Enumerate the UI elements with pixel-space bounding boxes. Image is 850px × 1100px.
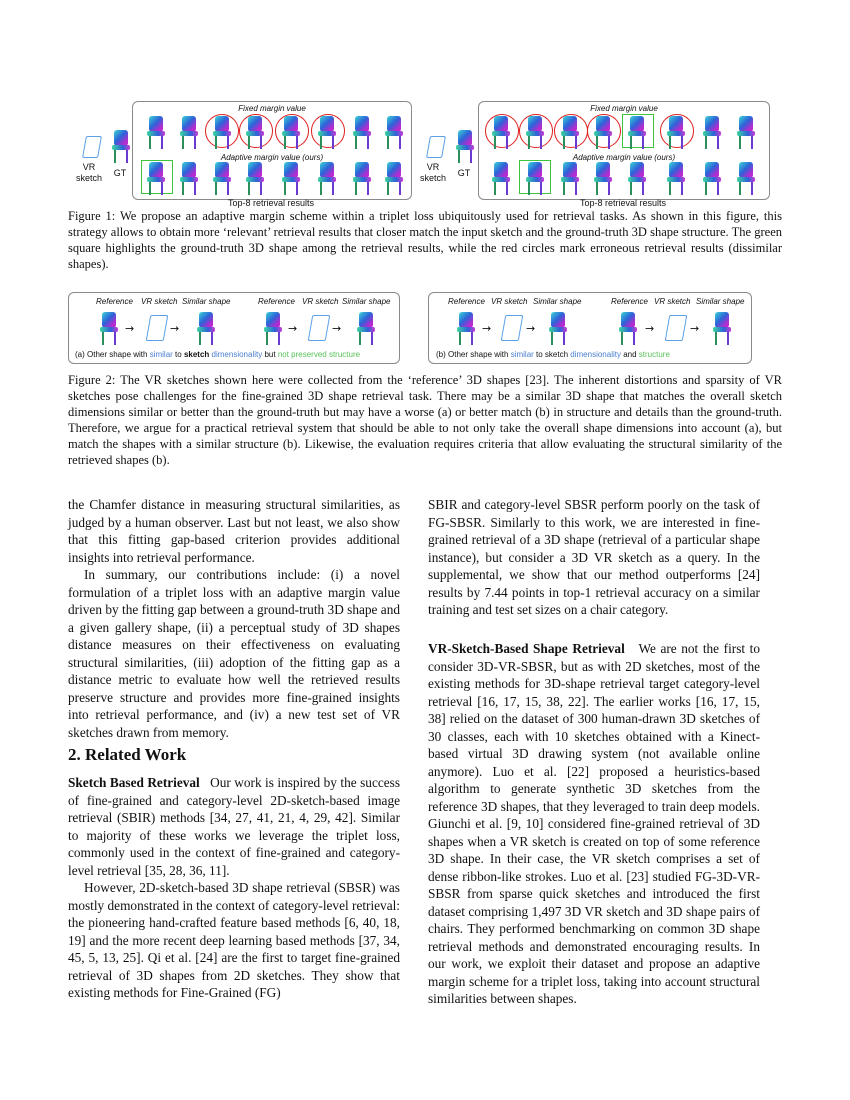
retrieved-chair [592, 162, 614, 196]
vr-label-line1: VR [82, 162, 96, 172]
left-paragraph-2: In summary, our contributions include: (i) a novel formulation of a triplet loss with an adaptive margin value driven by the fitting gap between a ground-truth 3D shape and a given gallery shape, (ii) a perceptual study of 3D shapes distance measures on their effectiveness on evaluating structural similarities, (iii) adoption of the fitting gap as a distance metric to evaluate how well the retrieved results preserve structure and provides more fine-grained insights into retrieval performance, and (iv) a new test set of VR sketches drawn from memory. [68, 567, 400, 740]
f2a-nps: not preserved structure [277, 350, 361, 359]
arrow-icon: → [690, 322, 700, 335]
f2a-similar: similar [149, 350, 173, 359]
retrieved-chair [626, 162, 648, 196]
f2a-subcaption [75, 350, 360, 359]
retrieved-chair [701, 162, 723, 196]
top8-label-left: Top-8 retrieval results [227, 198, 315, 208]
reference-chair [617, 312, 639, 346]
retrieved-chair [626, 116, 648, 150]
adaptive-margin-label: Adaptive margin value (ours) [220, 153, 324, 162]
figure1-left-panel [132, 101, 412, 200]
retrieved-chair [244, 116, 266, 150]
f2a-similar-shape-label: Similar shape [182, 297, 231, 306]
arrow-icon: → [170, 322, 180, 335]
retrieved-chair [383, 116, 405, 150]
run-in-head-sketch-retrieval: Sketch Based Retrieval [68, 775, 200, 790]
arrow-icon: → [526, 322, 536, 335]
fixed-margin-label: Fixed margin value [238, 104, 306, 113]
left-paragraph-3-text: Our work is inspired by the success of fine-grained and category-level 2D-sketch-based image retrieval (SBIR) methods [34, 27, 41, 21, 4, 29, 42]. Similar to majority of these works we leverage the triplet loss, commonly used in the context of fine-grained and category-level retrieval [35, 28, 36, 11]. [68, 775, 400, 878]
retrieved-chair [383, 162, 405, 196]
f2a-but: but [262, 350, 278, 359]
right-paragraph-2-text: We are not the first to consider 3D-VR-SBSR, but as with 2D sketches, most of the existing methods for 3D-shape retrieval target category-level retrieval [16, 17, 15, 38, 22]. The earlier works [16, 17, 15, 38] relied on the dataset of 300 human-drawn 3D sketches of 30 classes, each with 10 sketches obtained with a Kinect-based virtual 3D drawing system (not available online anymore). Luo et al. [22] proposed a heuristics-based algorithm to generate synthetic 3D sketches from the reference 3D shapes, that they leveraged to train deep models. Giunchi et al. [9, 10] considered fine-grained retrieval of 3D shapes when a VR sketch is created on top of some reference 3D shape. In their case, the VR sketch comprises a set of dense ribbon-like strokes. Luo et al. [23] studied FG-3D-VR-SBSR from sparse quick sketches and introduced the first dataset comprising 1,497 3D VR sketch and 3D shape pairs of chairs. They performed benchmarking on common 3D shape retrieval methods and demonstrated encouraging results. In our work, we exploit their dataset and propose an adaptive margin scheme for a triplet loss, taking into account structural similarities between shapes. [428, 641, 760, 1006]
right-paragraph-2 [428, 640, 760, 1008]
left-column [68, 496, 400, 741]
left-paragraph-4: However, 2D-sketch-based 3D shape retrieval (SBSR) was mostly demonstrated in the context of category-level retrieval: the pioneering hand-crafted feature based methods [6, 40, 18, 19] and the more recent deep learning based methods [37, 34, 45, 5, 13, 25]. Qi et al. [24] are the first to target fine-grained retrieval of 3D shapes from 2D sketches. They show that existing methods for Fine-Grained (FG) [68, 880, 400, 1000]
f2b-subcaption [436, 350, 670, 359]
f2a-reference-label-2: Reference [258, 297, 295, 306]
top8-label-right: Top-8 retrieval results [579, 198, 667, 208]
left-column-related [68, 774, 400, 1002]
retrieved-chair [735, 116, 757, 150]
f2a-vr-sketch-label-2: VR sketch [302, 297, 339, 306]
f2b-vr-sketch-label-2: VR sketch [654, 297, 691, 306]
retrieved-chair [559, 162, 581, 196]
arrow-icon: → [288, 322, 298, 335]
arrow-icon: → [482, 322, 492, 335]
similar-chair [355, 312, 377, 346]
retrieved-chair [178, 116, 200, 150]
vr-sketch-image [82, 136, 102, 158]
retrieved-chair [665, 116, 687, 150]
gt-chair-image [454, 130, 476, 164]
reference-chair [98, 312, 120, 346]
arrow-icon: → [332, 322, 342, 335]
retrieved-chair [524, 162, 546, 196]
figure1-caption: Figure 1: We propose an adaptive margin scheme within a triplet loss ubiquitously used for retrieval tasks. As shown in this figure, this strategy allows to obtain more ‘relevant’ retrieval results that closer match the input sketch and the ground-truth 3D shape structure. The green square highlights the ground-truth 3D shape among the retrieval results, while the red circles mark erroneous retrieval results (dissimilar shapes). [68, 209, 782, 271]
figure2-caption: Figure 2: The VR sketches shown here were collected from the ‘reference’ 3D shapes [23]. The inherent distortions and sparsity of VR sketches pose challenges for the fine-grained 3D shape retrieval task. There may be a similar 3D shape that matches the overall sketch dimensions similar or better than the ground-truth but may have a worse (a) or better match (b) in structure and details than the ground-truth. Therefore, we argue for a practical retrieval system that should be able to not only take the overall shape dimensions into account (a), but match the shapes with a similar structure (b). Likewise, the evaluation requires criteria that allow evaluating the structural similarity of the retrieved shapes (b). [68, 373, 782, 467]
retrieved-chair [735, 162, 757, 196]
f2a-vr-sketch-label: VR sketch [141, 297, 178, 306]
retrieved-chair [701, 116, 723, 150]
f2a-dim: dimensionality [211, 350, 263, 359]
f2b-similar-shape-label: Similar shape [533, 297, 582, 306]
retrieved-chair [665, 162, 687, 196]
retrieved-chair [351, 162, 373, 196]
arrow-icon: → [645, 322, 655, 335]
vr-label-line2: sketch [75, 173, 102, 183]
f2b-similar: similar [510, 350, 534, 359]
similar-chair [195, 312, 217, 346]
f2b-vr-sketch-label: VR sketch [491, 297, 528, 306]
vr-sketch-label [74, 162, 104, 184]
vr-label-line2: sketch [419, 173, 446, 183]
f2b-reference-label: Reference [448, 297, 485, 306]
f2a-part: (a) Other shape with [75, 350, 150, 359]
retrieved-chair [351, 116, 373, 150]
gt-label: GT [457, 168, 471, 178]
reference-chair [455, 312, 477, 346]
f2b-and: and [620, 350, 639, 359]
retrieved-chair [592, 116, 614, 150]
f2b-to: to sketch [533, 350, 571, 359]
vr-sketch-image [426, 136, 446, 158]
retrieved-chair [280, 116, 302, 150]
retrieved-chair [316, 116, 338, 150]
run-in-head-vr-sketch: VR-Sketch-Based Shape Retrieval [428, 641, 625, 656]
vr-sketch-label [418, 162, 448, 184]
figure1-right-panel [478, 101, 770, 200]
right-paragraph-1: SBIR and category-level SBSR perform poorly on the task of FG-SBSR. Similarly to this work, we are interested in fine-grained retrieval of a 3D shape (retrieval of a particular shape instance), but consider a 3D VR sketch as a query. In the supplemental, we show that our method outperforms [24] results by 7.44 points in top-1 retrieval accuracy on a similar training and test set sizes on a chair category. [428, 497, 760, 617]
arrow-icon: → [125, 322, 135, 335]
retrieved-chair [280, 162, 302, 196]
adaptive-margin-label: Adaptive margin value (ours) [572, 153, 676, 162]
retrieved-chair [145, 162, 167, 196]
f2b-similar-shape-label-2: Similar shape [696, 297, 745, 306]
gt-label: GT [113, 168, 127, 178]
f2a-sketch: sketch [183, 350, 210, 359]
gt-chair-image [110, 130, 132, 164]
f2b-dim: dimensionality [570, 350, 621, 359]
left-paragraph-1: the Chamfer distance in measuring structural similarities, as judged by a human observer. Last but not least, we also show that this fitting gap-based criterion provides additional insights into retrieval performance. [68, 497, 400, 565]
similar-chair [547, 312, 569, 346]
retrieved-chair [211, 116, 233, 150]
right-column-vr [428, 640, 760, 1008]
retrieved-chair [211, 162, 233, 196]
retrieved-chair [490, 116, 512, 150]
f2a-reference-label: Reference [96, 297, 133, 306]
vr-label-line1: VR [426, 162, 440, 172]
f2b-reference-label-2: Reference [611, 297, 648, 306]
retrieved-chair [178, 162, 200, 196]
section-title-related-work: 2. Related Work [68, 745, 187, 764]
retrieved-chair [524, 116, 546, 150]
left-paragraph-3 [68, 774, 400, 879]
f2a-similar-shape-label-2: Similar shape [342, 297, 391, 306]
retrieved-chair [490, 162, 512, 196]
retrieved-chair [559, 116, 581, 150]
retrieved-chair [316, 162, 338, 196]
f2a-to: to [172, 350, 184, 359]
f2b-part: (b) Other shape with [436, 350, 511, 359]
reference-chair [262, 312, 284, 346]
retrieved-chair [244, 162, 266, 196]
right-column [428, 496, 760, 619]
retrieved-chair [145, 116, 167, 150]
f2b-structure: structure [638, 350, 670, 359]
similar-chair [711, 312, 733, 346]
fixed-margin-label: Fixed margin value [590, 104, 658, 113]
